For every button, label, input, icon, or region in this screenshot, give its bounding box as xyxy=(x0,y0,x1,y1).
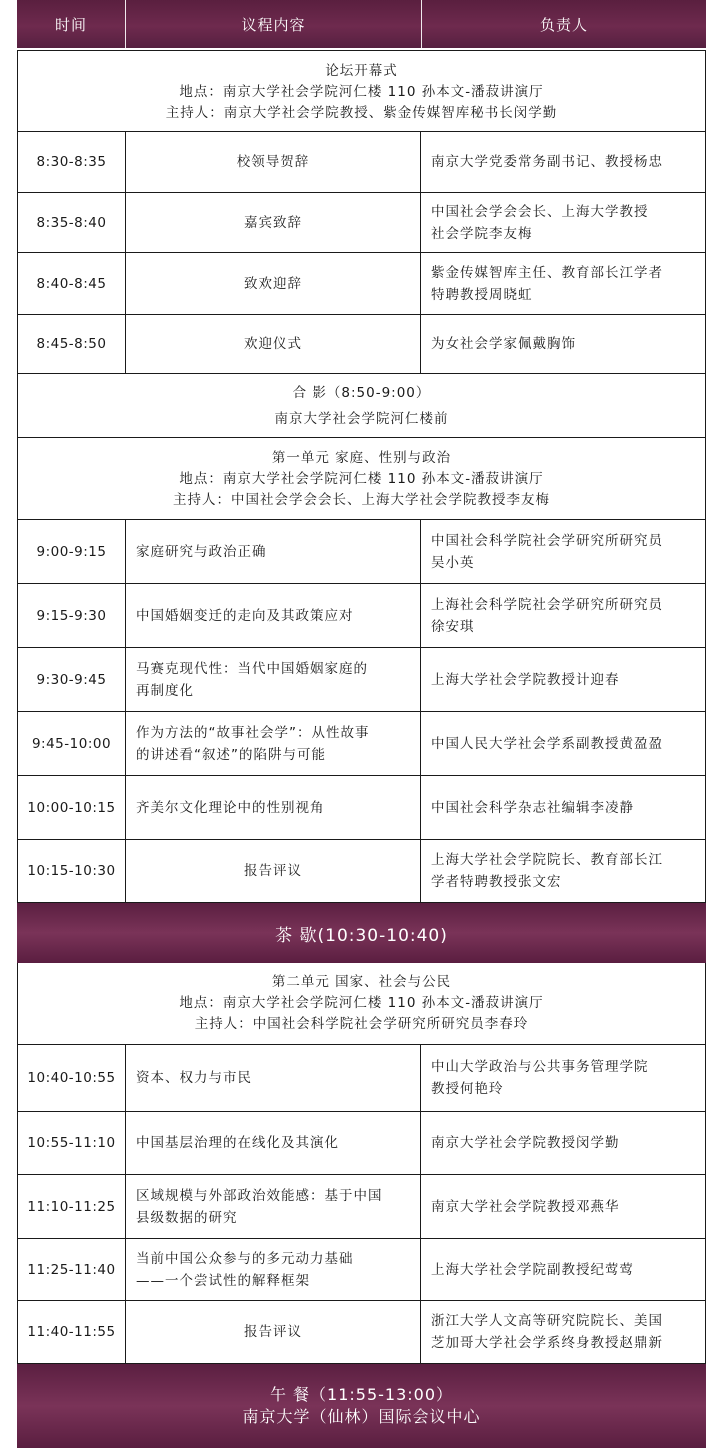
row-time: 8:45-8:50 xyxy=(18,315,126,373)
table-header xyxy=(17,0,706,48)
table-row xyxy=(17,584,706,648)
table-row xyxy=(17,1301,706,1364)
row-time: 10:40-10:55 xyxy=(18,1045,126,1111)
row-person: 浙江大学人文高等研究院院长、美国 芝加哥大学社会学系终身教授赵鼎新 xyxy=(431,1313,663,1351)
row-person: 为女社会学家佩戴胸饰 xyxy=(431,336,576,352)
row-time: 10:55-11:10 xyxy=(18,1112,126,1174)
agenda-table xyxy=(17,0,706,1448)
tea-break-label: 茶 歇(10:30-10:40) xyxy=(275,925,448,946)
photo-place: 南京大学社会学院河仁楼前 xyxy=(274,411,449,427)
row-person: 南京大学社会学院教授闵学勤 xyxy=(431,1135,620,1151)
row-time: 8:40-8:45 xyxy=(18,253,126,314)
row-topic: 嘉宾致辞 xyxy=(244,214,302,231)
header-topic: 议程内容 xyxy=(126,0,422,48)
table-row xyxy=(17,193,706,253)
table-row xyxy=(17,520,706,584)
row-time: 10:15-10:30 xyxy=(18,840,126,902)
photo-title: 合 影（8:50-9:00） xyxy=(292,385,431,401)
header-person: 负责人 xyxy=(539,15,588,34)
table-row xyxy=(17,1239,706,1301)
row-topic: 中国基层治理的在线化及其演化 xyxy=(136,1135,339,1151)
unit2-host: 主持人：中国社会科学院社会学研究所研究员李春玲 xyxy=(194,1016,529,1032)
row-person: 中国人民大学社会学系副教授黄盈盈 xyxy=(431,735,663,752)
row-topic: 报告评议 xyxy=(244,1324,302,1340)
row-time: 8:30-8:35 xyxy=(18,132,126,192)
table-row xyxy=(17,1175,706,1239)
row-time: 9:00-9:15 xyxy=(18,520,126,583)
row-person: 中国社会科学院社会学研究所研究员 吴小英 xyxy=(431,532,663,571)
row-person: 上海社会科学院社会学研究所研究员 徐安琪 xyxy=(431,596,663,635)
row-topic: 马赛克现代性：当代中国婚姻家庭的 再制度化 xyxy=(136,660,368,699)
row-time: 8:35-8:40 xyxy=(18,193,126,252)
table-row xyxy=(17,1112,706,1175)
unit2-venue: 地点：南京大学社会学院河仁楼 110 孙本文-潘菽讲演厅 xyxy=(179,995,544,1011)
row-topic: 作为方法的“故事社会学”：从性故事 的讲述看“叙述”的陷阱与可能 xyxy=(136,724,370,763)
row-topic: 致欢迎辞 xyxy=(244,275,302,292)
row-person: 上海大学社会学院副教授纪莺莺 xyxy=(431,1261,634,1278)
lunch-banner xyxy=(17,1364,706,1448)
row-topic: 欢迎仪式 xyxy=(244,336,302,352)
lunch-title: 午 餐（11:55-13:00） xyxy=(269,1385,454,1404)
opening-host: 主持人：南京大学社会学院教授、紫金传媒智库秘书长闵学勤 xyxy=(165,105,558,121)
tea-break-banner xyxy=(17,903,706,963)
row-topic: 资本、权力与市民 xyxy=(136,1070,252,1086)
unit1-info xyxy=(17,438,706,520)
row-topic: 家庭研究与政治正确 xyxy=(136,543,267,560)
opening-title: 论坛开幕式 xyxy=(325,63,398,79)
row-topic: 报告评议 xyxy=(244,863,302,879)
row-person: 紫金传媒智库主任、教育部长江学者 特聘教授周晓虹 xyxy=(431,264,663,303)
row-time: 9:45-10:00 xyxy=(18,712,126,775)
row-person: 中山大学政治与公共事务管理学院 教授何艳玲 xyxy=(431,1059,649,1097)
row-topic: 中国婚姻变迁的走向及其政策应对 xyxy=(136,607,354,624)
unit2-info xyxy=(17,963,706,1045)
row-person: 南京大学党委常务副书记、教授杨忠 xyxy=(431,154,663,170)
header-time: 时间 xyxy=(17,0,126,48)
opening-info xyxy=(17,50,706,132)
row-person: 中国社会学会会长、上海大学教授 社会学院李友梅 xyxy=(431,203,649,242)
opening-venue: 地点：南京大学社会学院河仁楼 110 孙本文-潘菽讲演厅 xyxy=(179,84,544,100)
table-row xyxy=(17,776,706,840)
row-topic: 齐美尔文化理论中的性别视角 xyxy=(136,799,325,816)
row-topic: 区域规模与外部政治效能感：基于中国 县级数据的研究 xyxy=(136,1187,383,1226)
row-time: 11:10-11:25 xyxy=(18,1175,126,1238)
row-time: 9:15-9:30 xyxy=(18,584,126,647)
row-person: 南京大学社会学院教授邓燕华 xyxy=(431,1198,620,1215)
table-row xyxy=(17,712,706,776)
row-person: 上海大学社会学院教授计迎春 xyxy=(431,671,620,688)
group-photo-info xyxy=(17,374,706,438)
table-row xyxy=(17,648,706,712)
row-time: 9:30-9:45 xyxy=(18,648,126,711)
table-row xyxy=(17,315,706,374)
table-row xyxy=(17,1045,706,1112)
unit2-title: 第二单元 国家、社会与公民 xyxy=(271,974,452,990)
row-time: 11:40-11:55 xyxy=(18,1301,126,1363)
unit1-title: 第一单元 家庭、性别与政治 xyxy=(271,450,452,466)
lunch-place: 南京大学（仙林）国际会议中心 xyxy=(242,1407,481,1426)
table-row xyxy=(17,840,706,903)
unit1-host: 主持人：中国社会学会会长、上海大学社会学院教授李友梅 xyxy=(173,492,550,508)
row-person: 上海大学社会学院院长、教育部长江 学者特聘教授张文宏 xyxy=(431,852,663,890)
table-row xyxy=(17,132,706,193)
row-topic: 当前中国公众参与的多元动力基础 ——一个尝试性的解释框架 xyxy=(136,1250,354,1289)
row-person: 中国社会科学杂志社编辑李凌静 xyxy=(431,799,634,816)
table-row xyxy=(17,253,706,315)
row-topic: 校领导贺辞 xyxy=(236,154,310,170)
unit1-venue: 地点：南京大学社会学院河仁楼 110 孙本文-潘菽讲演厅 xyxy=(179,471,544,487)
row-time: 11:25-11:40 xyxy=(18,1239,126,1300)
row-time: 10:00-10:15 xyxy=(18,776,126,839)
